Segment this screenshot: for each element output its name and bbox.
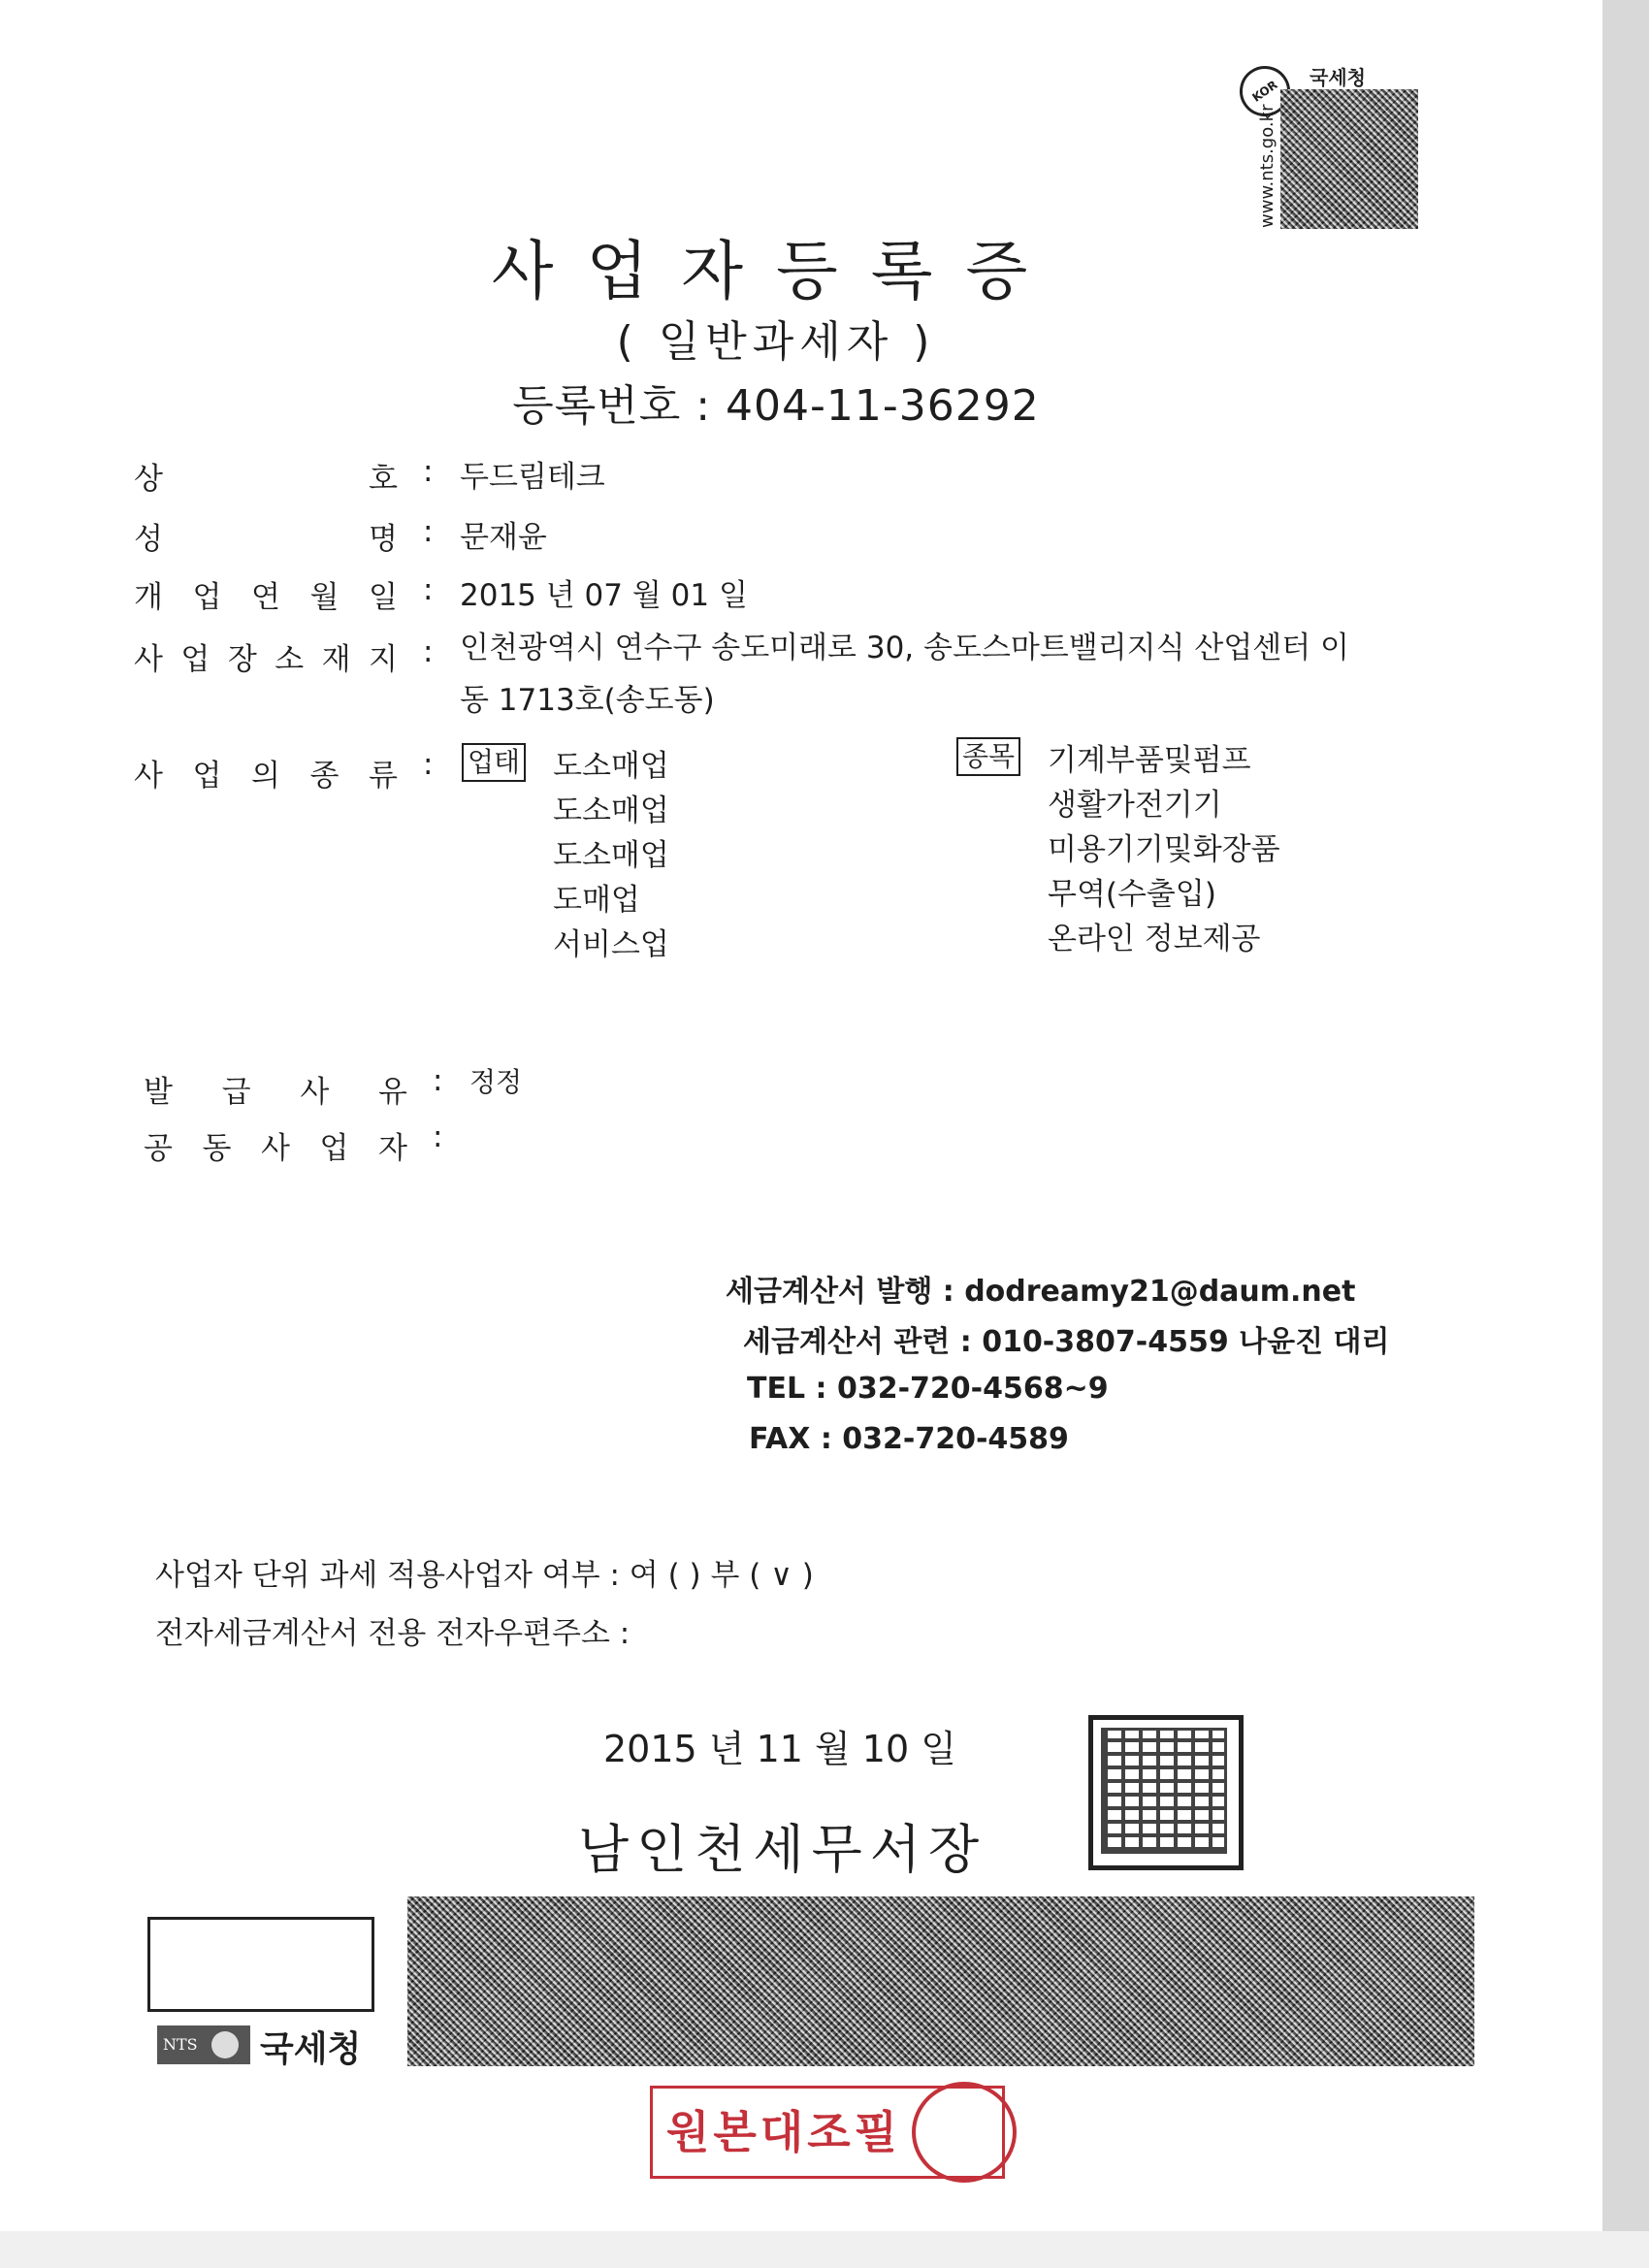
blank-box: [147, 1917, 374, 2012]
kor-badge: KOR: [1230, 56, 1300, 126]
qr-url: www.nts.go.kr: [1257, 104, 1277, 228]
value-address-line2: 동 1713호(송도동): [460, 683, 715, 718]
nts-name: 국세청: [260, 2029, 362, 2069]
nts-flower-icon: [211, 2031, 239, 2058]
contact-fax: FAX : 032-720-4589: [749, 1422, 1069, 1456]
colon: :: [433, 1119, 443, 1154]
label-rep-name: 성 명: [134, 522, 398, 557]
value-address-line1: 인천광역시 연수구 송도미래로 30, 송도스마트밸리지식 산업센터 이: [460, 631, 1349, 665]
colon: :: [423, 747, 434, 782]
official-seal: [1088, 1715, 1244, 1870]
business-item-4: 무역(수출입): [1048, 877, 1216, 912]
value-open-date: 2015 년 07 월 01 일: [460, 578, 748, 613]
red-seal: [912, 2082, 1017, 2183]
unit-tax-status: 사업자 단위 과세 적용사업자 여부 : 여 ( ) 부 ( ∨ ): [155, 1558, 814, 1593]
electronic-invoice-email: 전자세금계산서 전용 전자우편주소 :: [155, 1616, 630, 1651]
contact-invoice-related: 세금계산서 관련 : 010-3807-4559 나윤진 대리: [743, 1325, 1390, 1359]
business-type-1: 도소매업: [553, 749, 669, 784]
label-co-owner: 공 동 사 업 자: [144, 1131, 407, 1166]
registration-number: 등록번호 : 404-11-36292: [512, 381, 1040, 431]
nts-logo: [157, 2022, 371, 2068]
business-item-1: 기계부품및펌프: [1048, 743, 1251, 778]
seal-pattern: [1101, 1728, 1227, 1854]
business-item-2: 생활가전기기: [1048, 788, 1222, 823]
colon: :: [423, 572, 434, 607]
value-trade-name: 두드림테크: [460, 460, 605, 495]
nts-emblem: [157, 2025, 250, 2064]
business-type-2: 도소매업: [553, 794, 669, 828]
colon: :: [423, 454, 434, 489]
label-open-date: 개 업 연 월 일: [134, 580, 398, 615]
tax-office: 남인천세무서장: [578, 1819, 987, 1880]
scan-edge: [1602, 0, 1649, 2268]
label-address: 사 업 장 소 재 지: [134, 642, 398, 677]
security-band: [407, 1896, 1474, 2066]
colon: :: [423, 634, 434, 669]
business-type-3: 도소매업: [553, 838, 669, 873]
value-rep-name: 문재윤: [460, 520, 547, 555]
colon: :: [423, 514, 434, 549]
issue-date: 2015 년 11 월 10 일: [603, 1728, 956, 1770]
colon: :: [433, 1063, 443, 1098]
value-issue-reason: 정정: [469, 1066, 523, 1098]
business-item-3: 미용기기및화장품: [1048, 832, 1280, 867]
contact-tel: TEL : 032-720-4568~9: [747, 1372, 1109, 1406]
qr-agency-label: 국세청: [1310, 66, 1366, 89]
scan-edge-bottom: [0, 2231, 1649, 2268]
label-issue-reason: 발 급 사 유: [144, 1075, 407, 1110]
label-trade-name: 상 호: [134, 462, 398, 497]
type-tag: 업태: [462, 743, 526, 782]
business-type-4: 도매업: [553, 883, 640, 918]
contact-invoice-issue: 세금계산서 발행 : dodreamy21@daum.net: [726, 1275, 1356, 1309]
business-item-5: 온라인 정보제공: [1048, 922, 1261, 956]
qr-code: [1280, 89, 1418, 229]
document-subtitle: ( 일반과세자 ): [616, 317, 936, 367]
nts-logo-text: NTS: [163, 2035, 198, 2054]
business-type-5: 서비스업: [553, 927, 669, 962]
item-tag: 종목: [956, 737, 1020, 776]
document-title: 사업자등록증: [491, 234, 1061, 308]
certified-copy-text: 원본대조필: [665, 2106, 902, 2158]
label-business-type: 사 업 의 종 류: [134, 759, 398, 794]
